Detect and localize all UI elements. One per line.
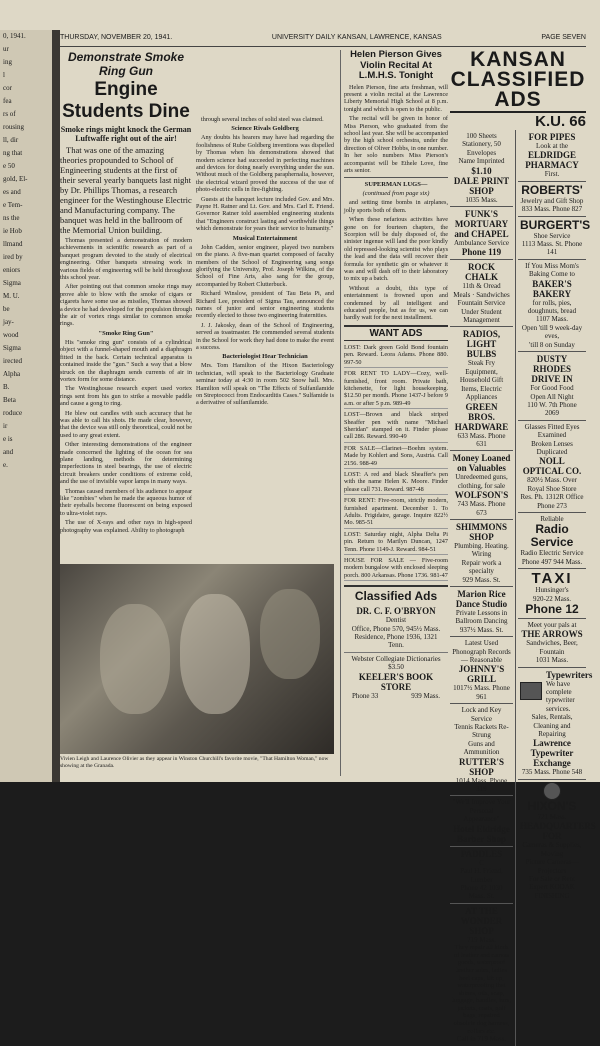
roberts-name: ROBERTS' <box>521 182 583 197</box>
strip-fragment: gold, El- <box>3 175 28 183</box>
story-subhead: Science Rivals Goldberg <box>231 125 299 133</box>
story-subhead: Bacteriologist Hear Technician <box>222 353 308 361</box>
noll-address: 820½ Mass. Over Royal Shoe Store <box>527 476 577 493</box>
roberts-ad <box>518 182 586 217</box>
strip-fragment: B. <box>3 383 10 391</box>
strip-fragment: wood <box>3 331 19 339</box>
strip-fragment: Beta <box>3 396 16 404</box>
rock-management: Under Student Management <box>461 307 502 325</box>
strip-fragment: 0, 1941. <box>3 32 26 40</box>
superman-paragraph: When these nefarious activities have gone on for fourteen chapters, the Scorpion will be duly disposed of, the sinister ingenue will land the poor kindly old repressed-looking scientist who plays the lead and the data will recover their formula for synthetic gin or whatever it was and will dash off to their laboratory to mix up a batch. <box>344 216 448 283</box>
dusty-line1: For Good Food <box>530 384 574 393</box>
photo-caption: Vivien Leigh and Laurence Olivier as they appear in Winston Churchill's favorite movie, "That Hamilton Woman," now showing at the Granada. <box>60 756 329 769</box>
arrows-line: Sandwiches, Beer, Fountain <box>526 639 578 656</box>
want-ads-list <box>344 344 448 581</box>
want-ads-heading: WANT ADS <box>344 325 448 341</box>
masthead <box>60 34 586 47</box>
strip-fragment: ll, dir <box>3 136 19 144</box>
strip-fragment: and <box>3 448 14 456</box>
bakery-line2: for rolls, pies, doughnuts, bread <box>527 298 577 316</box>
typewriter-line3: Sales, Rentals, Cleaning and Repairing <box>531 713 573 739</box>
story-paragraph: The use of X-rays and other rays in high-speed photography was explained. Ability to photograph <box>60 519 192 534</box>
noll-name: NOLL OPTICAL CO. <box>522 456 582 477</box>
strip-fragment: ir <box>3 422 8 430</box>
strip-fragment: l <box>3 71 5 79</box>
bakery-line4: 'till 8 on Sunday <box>529 340 575 349</box>
story-paragraph: He blew out candles with such accuracy that he was able to call his shots. He made clear, however, that the device was still only theoretical, could not be used to any great extent. <box>60 409 192 439</box>
eldridge-barber-name: Hotel Eldridge Barber Shop <box>453 823 510 844</box>
arrows-address: 1031 Mass. <box>535 656 569 665</box>
funk-mortuary-ad <box>450 207 513 260</box>
hq-line1: Cameras & Supplies, Moving <box>522 841 582 858</box>
news-and-want-ads-column <box>340 50 448 776</box>
strip-fragment: eniors <box>3 266 21 274</box>
strip-fragment: M. U. <box>3 292 20 300</box>
story-paragraph: through several inches of solid steel was claimed. <box>201 116 324 123</box>
lawrence-typewriter-phone: Phone 548 <box>552 768 583 777</box>
masthead-page: PAGE SEVEN <box>541 34 586 41</box>
bakery-line3: Open 'till 9 week-day eves, <box>521 323 583 341</box>
story-paragraph: J. J. Jakosky, dean of the School of Engineering, served as toastmaster. He commended several students in the School for work they had done to make the event a success. <box>196 321 334 351</box>
radios-line: Steak Fry Equipment, Household Gift Items, Electric Appliances <box>459 359 504 402</box>
story-deck: Smoke rings might knock the German Luftwaffe right out of the air! <box>60 125 192 143</box>
noll-res-phone: Res. Ph. 1312R <box>520 493 565 502</box>
lawrence-typewriter-name: Lawrence Typewriter Exchange <box>530 738 574 769</box>
wonder-address: 719 Mass. <box>467 935 496 944</box>
typewriter-icon <box>520 682 542 700</box>
paddles-c: C <box>479 858 484 867</box>
want-ad-item: HOUSE FOR SALE — Five-room modern bungalow with enclosed sleeping porch. 800 Arkansas. Phone 1736. 981-47 <box>344 557 448 581</box>
want-ad-item: FOR RENT: Five-room, strictly modern, furnished apartment. December 1. To Adults. Frigidaire, garage. Inquire 822½ Mo. 985-51 <box>344 497 448 529</box>
strip-fragment: ing <box>3 58 12 66</box>
dusty-name: DUSTY RHODES DRIVE IN <box>531 354 573 385</box>
webster-line: Webster Collegiate Dictionaries <box>351 654 441 663</box>
strip-fragment: llmand <box>3 240 23 248</box>
dusty-phone: Phone 2069 <box>545 400 577 418</box>
shimmons-ad <box>450 520 513 587</box>
wolfson-address: 743 Mass. <box>457 500 487 509</box>
left-adjacent-page-strip <box>0 30 54 782</box>
funk-line: Ambulance Service <box>453 239 509 248</box>
wonder-text: They repair all kinds of leather and canvas goods, waterproof leather soles, ladies heel caps, lift up, waterproofing that shines, oils, soap, luggage, handles, furs, jackets, coats, golf bags, repaired obsolete dog harness, collars etc. <box>452 944 511 1035</box>
noll-office-phone: Office Phone 273 <box>537 493 584 510</box>
keeler-address: 939 Mass. <box>411 691 440 700</box>
story-paragraph: Richard Winslow, president of Tau Beta Pi, and Richard Lee, president of Sigma Tau, announced the names of junior and senior engineering students recently elected to those two engineering fraternities. <box>196 290 334 320</box>
shimmons-name: SHIMMONS SHOP <box>455 521 507 542</box>
burgerts-ad <box>518 217 591 260</box>
dusty-address: 110 W. 7th <box>527 400 558 409</box>
marion-line: Private Lessons in Ballroom Dancing <box>455 608 508 626</box>
classified-left-subcolumn <box>450 130 516 1046</box>
movie-still-photo <box>60 564 334 754</box>
pipes-heading: FOR PIPES <box>528 132 576 142</box>
story-paragraph: Guests at the banquet lecture included Gov. and Mrs. Payne H. Ratner and Lt. Gov. and Mrs. Carl E. Friend. Governor Ratner told assembled engineering students that "Engineers construct lasting and worthwhile things which demonstrate for years their service to humanity." <box>196 195 334 233</box>
green-phone: Phone 631 <box>476 431 506 448</box>
bakery-address: 1107 Mass. <box>535 315 569 324</box>
pipes-ad <box>518 130 586 182</box>
hq-heading: HEADQUARTERS FOR <box>520 821 596 842</box>
rock-chalk-ad: ROCK CHALK 11th & Oread Meals · Sandwiches Fountain Service Under Student Management <box>450 260 513 327</box>
money-line: Money Loaned on Valuables <box>452 453 511 474</box>
eldridge-barber-ad <box>450 796 513 846</box>
bakery-line1: If You Miss Mom's Baking Come to <box>525 261 579 279</box>
dusty-rhodes-ad <box>518 352 586 421</box>
main-page <box>60 34 596 1044</box>
story-paragraph: Other interesting demonstrations of the engineer made concerned the lighting of the ocean for sea plane landing, methods for determining imperfections in steel bearings, the use of electric circuit breakers under conditions of extreme cold, and the use of invisible vapor lamps in many ways. <box>60 441 192 486</box>
ku-phone: K.U. 66 <box>535 113 586 130</box>
strip-fragment: e is <box>3 435 13 443</box>
friend-name: Paul H. Friend, Lumber <box>460 867 503 884</box>
strip-fragment: roduce <box>3 409 23 417</box>
want-ad-item: LOST: Dark green Gold Bond fountain pen. Reward. Leora Adams. Phone 880. 997-50 <box>344 344 448 368</box>
story-kicker: Demonstrate Smoke Ring Gun <box>67 50 185 78</box>
funk-name: FUNK'S MORTUARY and CHAPEL <box>454 209 509 240</box>
radio-phone: Phone 497 <box>521 557 552 566</box>
roberts-line: Jewelry and Gift Shop <box>520 196 584 205</box>
friend-phone: Phone 42 <box>460 883 487 892</box>
strip-fragment: ie Hob <box>3 227 22 235</box>
story-paragraph: Any doubts his hearers may have had regarding the foolishness of Rube Goldberg inventions was dispelled by Thomas when his demonstrations showed that modern science had succeeded in perfecting machines and devices for doing nearly everything under the sun. Without much of the Goldberg paraphernalia, however, the electrical wizard proved the success of the use of photo-electric cells in fire-fighting. <box>196 134 334 194</box>
wonder-shop-ad <box>450 904 513 1046</box>
kansan-title-line2: CLASSIFIED ADS <box>450 68 586 111</box>
strip-fragment: fea <box>3 97 12 105</box>
rutters-shop-ad <box>450 704 513 796</box>
strip-fragment: es and <box>3 188 21 196</box>
rock-fountain: Fountain Service <box>457 299 506 308</box>
pipes-line3: First. <box>544 170 560 179</box>
paddles-label: PADDLES <box>460 848 503 859</box>
burgert-name: BURGERT'S <box>520 217 591 232</box>
strip-fragment: rs of <box>3 110 16 118</box>
green-bros-ad <box>450 327 513 451</box>
want-ad-item: LOST: A red and black Sheaffer's pen with the name Helen K. Moore. Finder please call 731. Reward. 987-48 <box>344 471 448 495</box>
story-column-1 <box>60 50 192 560</box>
wolfson-phone: Phone 673 <box>476 500 506 517</box>
superman-continued: (continued from page six) <box>362 190 430 198</box>
shimmons-line1: Plumbing. Heating. Wiring <box>454 541 509 559</box>
strip-fragment: Sigma <box>3 344 21 352</box>
kansan-title-line1: KANSAN <box>470 48 566 71</box>
strip-fragment: cor <box>3 84 12 92</box>
strip-fragment: rousing <box>3 123 24 131</box>
story-paragraph: Mrs. Tom Hamilton of the Hixon Bacteriology technician, will speak to the Bacteriology Graduate seminar today at 4:30 in room 502 Snow hall. Mrs. Hamilton will speak on "The Effects of Sulfanilamide on Streptococci from Endocarditis Cases." Sulfamide is a derivative of sulfanilamide. <box>196 362 334 407</box>
roberts-address: 833 Mass. <box>521 205 551 214</box>
burgert-address: 1113 Mass. St. <box>521 240 563 249</box>
dale-line1: 100 Sheets Stationery, 50 Envelopes <box>462 132 501 157</box>
green-name: GREEN BROS. HARDWARE <box>454 401 509 432</box>
story-paragraph: John Cadden, senior engineer, played two numbers on the piano. A five-man quartet composed of faculty members of the School of Engineering sang songs glorifying the University, Prof. Joseph Wilkins, of the School of Fine Arts, also sang for the group, accompanied by Robert Clutterbuck. <box>196 243 334 288</box>
story-column-2 <box>196 50 334 560</box>
glasses-line3: Broken Lenses Duplicated <box>531 439 573 456</box>
rutter-name: RUTTER'S SHOP <box>458 756 504 777</box>
lawrence-typewriter-address: 735 Mass. <box>521 768 551 777</box>
typewriter-line1: We have complete typewriter <box>546 679 575 705</box>
dale-print-ad <box>450 130 513 207</box>
violin-paragraph: Helen Pierson, fine arts freshman, will present a violin recital at the Lawrence Liberty Memorial High School at 8 p.m. tonight and which is open to the public. <box>344 83 448 113</box>
shimmons-address: 929 Mass. St. <box>462 575 501 584</box>
typewriters-heading: Typewriters <box>546 669 593 680</box>
strip-fragment: ns the <box>3 214 20 222</box>
rock-address: 11th & Oread <box>462 282 501 291</box>
dale-address: 1035 Mass. <box>465 195 498 204</box>
dusty-line2: Open All Night <box>530 392 574 401</box>
phono-line: Latest Used Phonograph Records — Reasonable <box>452 639 511 664</box>
hq-line3: For Sale or Rent <box>528 874 576 883</box>
strip-fragment: ng that <box>3 149 23 157</box>
want-ad-item: LOST—Brown and black striped Sheaffer pen with name "Michael Sheridan" stamped on it. Finder please call 286. Reward. 990-49 <box>344 411 448 443</box>
dentist-name: DR. C. F. O'BRYON <box>356 606 436 617</box>
glasses-line2: Eyes Examined <box>537 422 580 440</box>
funk-phone: Phone 119 <box>461 247 502 258</box>
keeler-phone: Phone 33 <box>352 691 379 700</box>
typewriter-line2: services. <box>546 704 571 713</box>
superman-headline: SUPERMAN LUGS— <box>364 181 428 189</box>
marion-name: Marion Rice Dance Studio <box>455 588 508 609</box>
money-sub: Unredeemed guns, clothing, for sale <box>455 473 508 490</box>
marion-address: 937½ Mass. St. <box>459 625 504 634</box>
johnny-name: JOHNNY'S GRILL <box>458 664 505 685</box>
kansan-classified-section <box>450 48 596 1044</box>
strip-fragment: e. <box>3 461 8 469</box>
hunsinger-address: 920-22 Mass. <box>532 594 572 603</box>
radio-service-ad <box>518 513 586 569</box>
johnny-phone: Phone 961 <box>476 684 510 701</box>
burgert-line: Shoe Service <box>533 231 571 240</box>
roberts-phone: Phone 827 <box>552 205 583 214</box>
story-paragraph: After pointing out that common smoke rings may prove able to blow with the smoke of cigars or cigarets have some use as missiles, Thomas showed a device he had developed for the propulsion through the air of vortex rings similar to common smoke rings. <box>60 283 192 328</box>
keeler-ad <box>344 653 448 702</box>
dentist-title: Dentist <box>385 616 407 625</box>
strip-fragment: be <box>3 305 10 313</box>
story-paragraph: Thomas presented a demonstration of modern achievements in scientific research as part of a banquet program devoted to the study of electrical engineering. Other banquets stressing work in various fields of engineering will be held throughout this school year. <box>60 237 192 282</box>
bakers-bakery-ad <box>518 260 586 352</box>
want-ad-item: FOR SALE—Clarinet—Boehm system. Made by Kohlert and Sons, Austria. Call 2156. 988-49 <box>344 445 448 469</box>
lock-line2: Tennis Rackets Re-Strung <box>454 723 509 740</box>
taxi-phone: Phone 12 <box>525 602 579 616</box>
strip-fragment: jay- <box>3 318 14 326</box>
story-subhead: Musical Entertainment <box>232 234 298 242</box>
dentist-office: Office, Phone 570, 945½ Mass. <box>351 624 441 633</box>
arrows-name: THE ARROWS <box>521 629 583 640</box>
violin-headline: Helen Pierson Gives Violin Recital At L.M.H.S. Tonight <box>350 49 442 81</box>
rutter-address: 1014 Mass. <box>455 776 489 785</box>
story-paragraph: Thomas caused members of his audience to appear like "zombies" when he made the aqueous humor of their eyeballs become fluorescent on being exposed to ultra-violet rays. <box>60 487 192 517</box>
taxi-name: TAXI <box>531 570 573 588</box>
shimmons-line2: Repair work a specialty <box>461 558 502 576</box>
wolfsons-ad <box>450 451 513 520</box>
webster-price: $3.50 <box>388 663 404 672</box>
story-headline: Engine Students Dine <box>62 79 190 122</box>
story-lead: That was one of the amazing theories propounded to School of Engineering students at the first of their several yearly banquets last night by Dr. Phillips Thomas, a research engineer for the Westinghouse Electric and Manufacturing company. The banquet was held in the ballroom of the Memorial Union building. <box>60 145 192 235</box>
strip-fragment: e 50 <box>3 162 15 170</box>
pipes-line1: Look at the <box>536 142 568 150</box>
strip-fragment: irected <box>3 357 23 365</box>
story-paragraph: The Westinghouse research expert used vortex rings sent from his gun to strike a movable paddle and cause a gong to ring. <box>60 385 192 408</box>
dale-price: $1.10 <box>471 165 492 176</box>
masthead-date: THURSDAY, NOVEMBER 20, 1941. <box>60 34 173 41</box>
strip-fragment: ired by <box>3 253 23 261</box>
hq-line4: Expert KODAK FINISHING <box>529 883 575 900</box>
improve-line: "We'll Improve Your Personal Appearance" <box>452 798 511 824</box>
lock-line1: Lock and Key Service <box>461 706 502 723</box>
hixons-ad <box>518 780 596 902</box>
strip-fragment: ur <box>3 45 9 53</box>
wolfson-name: WOLFSON'S <box>454 490 509 501</box>
burgert-phone: Phone 141 <box>546 240 583 257</box>
johnnys-grill-ad <box>450 637 513 704</box>
hunsinger-name: Hunsinger's <box>535 586 569 595</box>
classified-ads-heading: Classified Ads <box>344 585 448 603</box>
glasses-line1: Glasses Fitted <box>524 422 565 431</box>
bakery-name: BAKER'S BAKERY <box>532 278 572 299</box>
noll-optical-ad <box>518 421 586 513</box>
dale-line2: Name Imprinted <box>458 157 505 166</box>
hq-line2: Picture Cameras—Projectors <box>525 858 579 875</box>
superman-paragraph: Without a doubt, this type of entertainment is frowned upon and condemned by all intelligent and educated people, but as for us, we can hardly wait for the next installment. <box>344 284 448 322</box>
story-paragraph: His "smoke ring gun" consists of a cylindrical object with a funnel-shaped mouth and a diaphragm fitted in the back. Certain technical apparatus is contained inside the "gun." Such a way that a blow struck on the diaphragm sends currents of air in vortex form for some distance. <box>60 338 192 383</box>
arrows-ad <box>518 619 586 668</box>
pipes-line2: ELDRIDGE PHARMACY <box>525 150 579 171</box>
typewriter-ad <box>518 668 593 780</box>
strip-fragment: Alpha <box>3 370 21 378</box>
rutter-phone: Phone 319 <box>476 776 508 794</box>
reliable-label: Reliable <box>540 514 564 523</box>
wonder-call: Call in 719 Mass. <box>456 1035 507 1044</box>
rock-sandwiches: Sandwiches <box>476 290 510 299</box>
radio-line: Radio Electric Service <box>520 549 584 558</box>
radio-service-name: Radio Service <box>530 522 574 550</box>
rock-name: ROCK CHALK <box>464 262 498 283</box>
kansan-title <box>450 50 586 113</box>
taxi-ad <box>518 569 586 619</box>
superman-paragraph: and setting time bombs in airplanes, jolly sports both of them. <box>344 199 448 214</box>
lock-line3: Guns and Ammunition <box>463 739 500 757</box>
strip-fragment: e Tem- <box>3 201 23 209</box>
dentist-ad <box>344 604 448 653</box>
classified-right-subcolumn <box>516 130 596 1046</box>
keeler-name: KEELER'S BOOK STORE <box>358 671 434 692</box>
wonder-name: AT THE WONDER SHOP <box>460 905 503 936</box>
dentist-residence: Residence, Phone 1936, 1321 Tenn. <box>354 633 438 650</box>
radio-address: 944 Mass. <box>553 557 583 566</box>
radios-name: RADIOS, LIGHT BULBS <box>462 329 501 360</box>
want-ad-item: LOST: Saturday night, Alpha Delta Pi pin. Return to Marilyn Duncan, 1247 Tenn. Phone 1149-J. Reward. 984-51 <box>344 531 448 555</box>
pals-line: Meet your pals at <box>527 621 577 629</box>
marion-rice-ad <box>450 587 513 637</box>
camera-icon <box>543 782 561 800</box>
strip-fragment: Sigma <box>3 279 21 287</box>
want-ad-item: FOR RENT TO LADY—Cozy, well-furnished, front room. Private bath, kitchenette, for light housekeeping. $12.50 per month. Phone 1437-J before 9 a.m. or after 5 p.m. 989-49 <box>344 370 448 409</box>
hixon-name: HIXON'S <box>527 798 577 813</box>
story-subhead: "Smoke Ring Gun" <box>98 329 154 337</box>
johnny-address: 1017½ Mass. <box>453 684 491 693</box>
masthead-paper: UNIVERSITY DAILY KANSAN, LAWRENCE, KANSAS <box>271 34 442 41</box>
violin-paragraph: The recital will be given in honor of Miss Pierson, who graduated from the school last year. She will be accompanied by the high school orchestra, under the direction of Oliver Hobbs, in one number. In her solo numbers Miss Pierson's accompanist will be Ethele Love, fine arts senior. <box>344 115 448 174</box>
page-gutter <box>52 30 60 782</box>
dale-name: DALE PRINT SHOP <box>453 175 510 196</box>
green-address: 633 Mass. <box>457 431 487 440</box>
friend-lumber-ad <box>450 847 513 904</box>
rock-meals: Meals <box>453 290 471 299</box>
hixon-address: 721 Mass. <box>537 812 567 821</box>
friend-address: 1030 Mass. St. <box>468 883 503 901</box>
